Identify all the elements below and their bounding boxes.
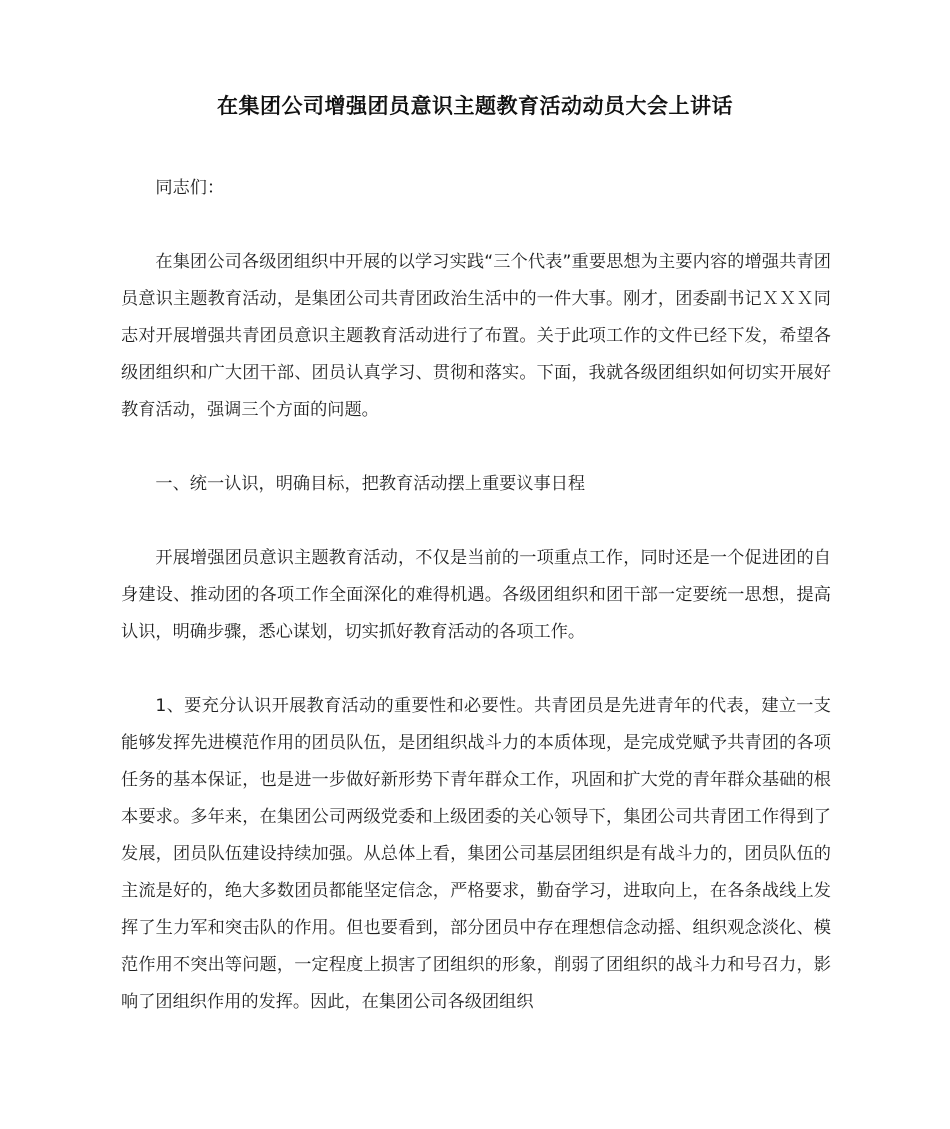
document-body [121, 170, 831, 1021]
section-paragraph: 开展增强团员意识主题教育活动，不仅是当前的一项重点工作，同时还是一个促进团的自身建设、推动团的各项工作全面深化的难得机遇。各级团组织和团干部一定要统一思想，提高认识，明确步骤，悉心谋划，切实抓好教育活动的各项工作。 [121, 548, 831, 642]
point-paragraph: 1、要充分认识开展教育活动的重要性和必要性。共青团员是先进青年的代表，建立一支能够发挥先进模范作用的团员队伍，是团组织战斗力的本质体现，是完成党赋予共青团的各项任务的基本保证，也是进一步做好新形势下青年群众工作，巩固和扩大党的青年群众基础的根本要求。多年来，在集团公司两级党委和上级团委的关心领导下，集团公司共青团工作得到了发展，团员队伍建设持续加强。从总体上看，集团公司基层团组织是有战斗力的，团员队伍的主流是好的，绝大多数团员都能坚定信念，严格要求，勤奋学习，进取向上，在各条战线上发挥了生力军和突击队的作用。但也要看到，部分团员中存在理想信念动摇、组织观念淡化、模范作用不突出等问题，一定程度上损害了团组织的形象，削弱了团组织的战斗力和号召力，影响了团组织作用的发挥。因此，在集团公司各级团组织 [121, 696, 831, 1012]
section-heading: 一、统一认识，明确目标，把教育活动摆上重要议事日程 [155, 474, 586, 494]
document-title: 在集团公司增强团员意识主题教育活动动员大会上讲话 [217, 94, 733, 118]
intro-paragraph: 在集团公司各级团组织中开展的以学习实践“三个代表”重要思想为主要内容的增强共青团员意识主题教育活动，是集团公司共青团政治生活中的一件大事。刚才，团委副书记ＸＸＸ同志对开展增强共青团员意识主题教育活动进行了布置。关于此项工作的文件已经下发，希望各级团组织和广大团干部、团员认真学习、贯彻和落实。下面，我就各级团组织如何切实开展好教育活动，强调三个方面的问题。 [121, 252, 831, 420]
salutation-paragraph: 同志们： [155, 178, 225, 198]
